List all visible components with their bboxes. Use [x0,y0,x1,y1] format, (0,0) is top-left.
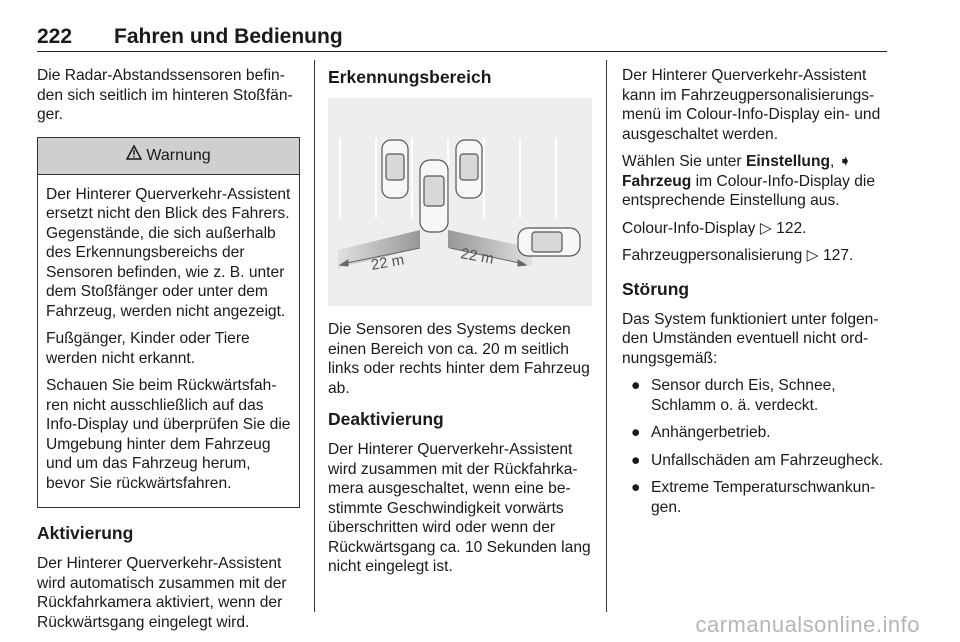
menu-path-separator: , [830,153,839,170]
menu-item-fahrzeug: Fahrzeug [622,172,692,190]
deaktivierung-paragraph: Der Hinterer Querverkehr-Assistent wird zusammen mit der Rückfahrkamera ausgeschaltet, wenn eine bestimmte Geschwindigkeit vorwärts überschritten wird oder wenn der Rückwärtsgang ca. 10 Sekunden lang nicht eingelegt ist. [328,441,591,575]
page-reference-icon: ▷ [759,219,772,237]
erkennungsbereich-heading: Erkennungsbereich [328,67,492,87]
watermark: carmanualsonline.info [695,612,920,637]
list-item-text: Sensor durch Eis, Schnee, Schlamm o. ä. verdeckt. [651,377,836,414]
warning-triangle-icon [126,145,142,166]
stoerung-list [622,376,888,517]
aktivierung-heading: Aktivierung [37,523,134,543]
crossing-car [518,228,580,256]
warning-header [38,138,299,175]
intro-paragraph: Die Radar-Abstandssensoren befinden sich seitlich im hinteren Stoßfänger. [37,67,293,123]
cross-reference [622,246,888,266]
column-2 [328,66,592,585]
erkennungsbereich-paragraph: Die Sensoren des Systems decken einen Bereich von ca. 20 m seitlich links oder rechts hinter dem Fahrzeug ab. [328,321,590,397]
chapter-title: Fahren und Bedienung [114,25,343,48]
list-item-text: Unfallschäden am Fahrzeugheck. [651,451,884,469]
menu-path-prefix: Wählen Sie unter [622,153,746,170]
page-reference-icon: ▷ [806,247,819,264]
page-header [37,25,887,52]
warning-title: Warnung [146,146,211,164]
bullet-icon: ● [631,479,641,496]
warning-paragraph: Fußgänger, Kinder oder Tiere werden nicht erkannt. [46,330,250,367]
stoerung-paragraph: Das System funktioniert unter folgenden Umständen eventuell nicht ordnungsgemäß: [622,310,879,367]
deaktivierung-heading: Deaktivierung [328,409,444,429]
list-item [622,423,888,443]
stoerung-heading: Störung [622,278,690,299]
menu-path-paragraph [622,152,888,211]
reversing-car [420,160,448,232]
list-item-text: Extreme Temperaturschwankungen. [651,479,876,516]
list-item-text: Anhängerbetrieb. [651,424,771,441]
menu-path-suffix: im Colour-Info-Display die entsprechende Einstellung aus. [622,172,876,209]
page-number: 222 [37,25,73,48]
column-3 [622,66,888,525]
detection-area-figure [328,98,592,306]
list-item [622,451,888,471]
settings-paragraph: Der Hinterer Querverkehr-Assistent kann im Fahrzeugpersonalisierungsmenü im Colour-Info-Display ein- und ausgeschaltet werden. [622,67,881,143]
warning-body [38,175,299,508]
cross-reference [622,219,888,239]
bullet-icon: ● [631,424,641,441]
cross-reference-text: Fahrzeugpersonalisierung [622,247,803,264]
cross-reference-text: Colour-Info-Display [622,219,756,237]
bullet-icon: ● [631,377,641,394]
bullet-icon: ● [631,451,641,469]
figure-label-left: 22 m [369,251,406,274]
list-item [622,376,888,415]
warning-paragraph: Der Hinterer Querverkehr-Assistent ersetzt nicht den Blick des Fahrers. Gegenstände, die sich außerhalb des Erkennungsbereichs der Sensoren befinden, wie z. B. unter dem Stoßfänger oder unter dem Fahrzeug, werden nicht angezeigt. [46,185,291,320]
arrow-right-icon: ➧ [838,153,852,170]
warning-paragraph: Schauen Sie beim Rückwärtsfahren nicht ausschließlich auf das Info-Display und überprüfen Sie die Umgebung hinter dem Fahrzeug und um das Fahrzeug herum, bevor Sie rückwärtsfahren. [46,377,291,492]
parked-car-left [382,140,408,198]
cross-reference-page: 122. [776,219,807,237]
column-1 [37,66,300,640]
figure-label-right: 22 m [459,245,496,268]
parked-car-right [456,140,482,198]
column-divider [314,60,315,612]
warning-box [37,137,300,509]
column-divider [606,60,607,612]
menu-item-einstellung: Einstellung [745,153,830,170]
list-item [622,478,888,517]
aktivierung-paragraph: Der Hinterer Querverkehr-Assistent wird automatisch zusammen mit der Rückfahrkamera aktiviert, wenn der Rückwärtsgang eingelegt wird. [37,555,287,631]
cross-reference-page: 127. [823,247,854,264]
